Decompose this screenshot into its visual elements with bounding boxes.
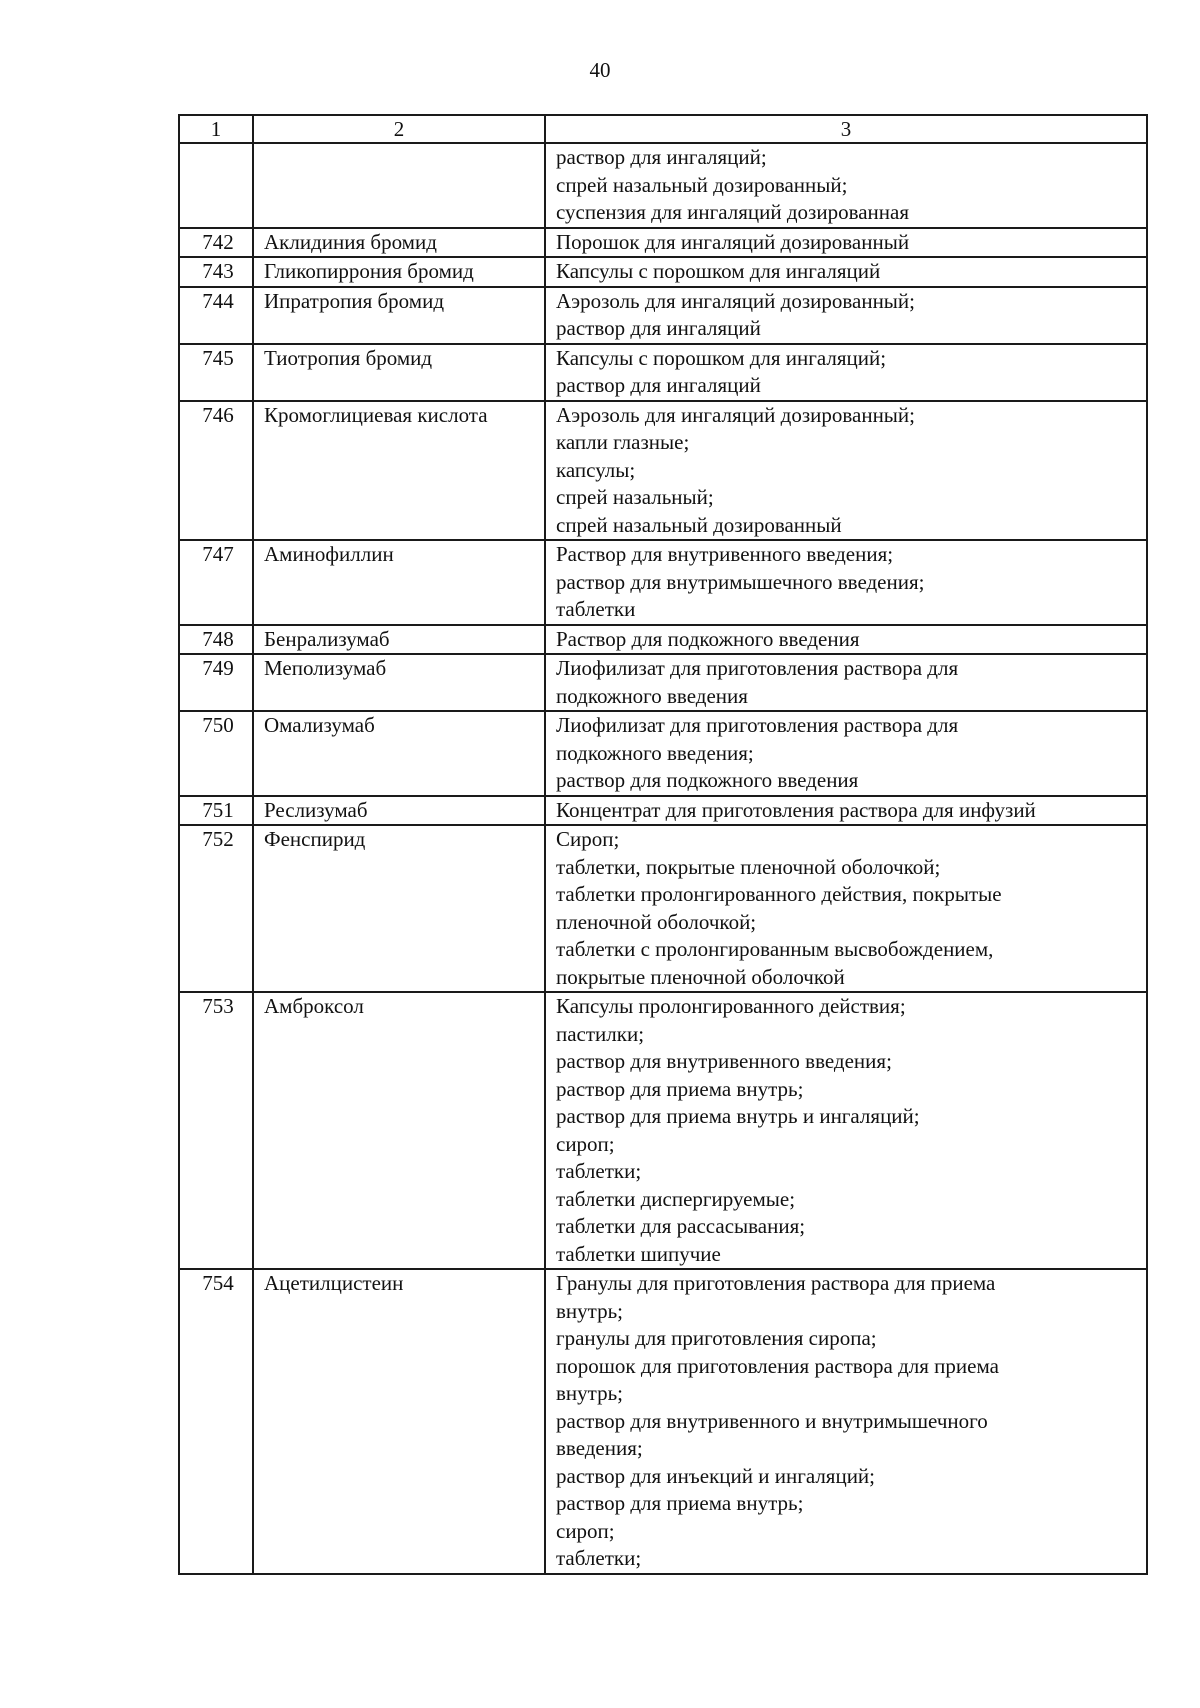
dosage-form-line: раствор для приема внутрь и ингаляций;: [556, 1104, 920, 1128]
dosage-form-line: спрей назальный дозированный;: [556, 172, 848, 197]
table-row: [179, 796, 1147, 826]
table-row: [179, 344, 1147, 401]
dosage-forms: [545, 796, 1147, 826]
drug-name: Гликопиррония бромид: [253, 257, 545, 287]
dosage-form-line: спрей назальный;: [556, 485, 714, 509]
row-number: [179, 143, 253, 228]
row-number: 743: [179, 257, 253, 287]
dosage-form-line: сироп;: [556, 1131, 615, 1156]
dosage-form-line: Раствор для подкожного введения: [556, 626, 860, 651]
dosage-form-line: внутрь;: [556, 1381, 623, 1405]
table-row: [179, 143, 1147, 228]
dosage-form-line: раствор для ингаляций: [556, 373, 761, 397]
dosage-form-line: порошок для приготовления раствора для приема: [556, 1353, 999, 1378]
dosage-form-line: таблетки: [556, 597, 636, 621]
dosage-form-line: Гранулы для приготовления раствора для приема: [556, 1271, 996, 1295]
dosage-form-line: раствор для внутривенного введения;: [556, 1049, 892, 1073]
dosage-forms: [545, 143, 1147, 228]
drug-name: Омализумаб: [253, 711, 545, 796]
dosage-form-line: Порошок для ингаляций дозированный: [556, 229, 910, 254]
row-number: 742: [179, 228, 253, 258]
row-number: 749: [179, 654, 253, 711]
drug-name: Аклидиния бромид: [253, 228, 545, 258]
dosage-form-line: Капсулы пролонгированного действия;: [556, 994, 906, 1018]
dosage-form-line: подкожного введения: [556, 683, 748, 708]
dosage-form-line: Аэрозоль для ингаляций дозированный;: [556, 402, 915, 427]
dosage-form-line: капсулы;: [556, 457, 636, 482]
dosage-form-line: Лиофилизат для приготовления раствора для: [556, 656, 959, 680]
table-row: [179, 654, 1147, 711]
table-row: [179, 625, 1147, 655]
column-header-name: 2: [253, 115, 545, 143]
row-number: 744: [179, 287, 253, 344]
dosage-form-line: таблетки;: [556, 1546, 642, 1570]
drug-name: Аминофиллин: [253, 540, 545, 625]
drug-name: Бенрализумаб: [253, 625, 545, 655]
column-header-forms: 3: [545, 115, 1147, 143]
drug-name: Амброксол: [253, 992, 545, 1269]
dosage-forms: [545, 625, 1147, 655]
dosage-form-line: подкожного введения;: [556, 740, 754, 765]
dosage-form-line: раствор для внутримышечного введения;: [556, 569, 925, 594]
dosage-form-line: раствор для ингаляций;: [556, 145, 767, 169]
dosage-form-line: Раствор для внутривенного введения;: [556, 542, 894, 566]
dosage-forms: [545, 1269, 1147, 1574]
row-number: 747: [179, 540, 253, 625]
dosage-forms: [545, 654, 1147, 711]
dosage-forms: [545, 287, 1147, 344]
dosage-form-line: суспензия для ингаляций дозированная: [556, 200, 910, 224]
drug-table: [178, 114, 1148, 1575]
drug-name: Тиотропия бромид: [253, 344, 545, 401]
table-row: [179, 1269, 1147, 1574]
table-header: [179, 115, 1147, 143]
dosage-form-line: таблетки с пролонгированным высвобождением,: [556, 937, 994, 961]
dosage-form-line: раствор для внутривенного и внутримышечного: [556, 1408, 988, 1433]
dosage-form-line: Капсулы с порошком для ингаляций;: [556, 345, 887, 370]
dosage-form-line: раствор для приема внутрь;: [556, 1491, 804, 1515]
row-number: 754: [179, 1269, 253, 1574]
table-row: [179, 825, 1147, 992]
dosage-forms: [545, 257, 1147, 287]
dosage-forms: [545, 711, 1147, 796]
dosage-form-line: покрытые пленочной оболочкой: [556, 964, 845, 989]
dosage-form-line: спрей назальный дозированный: [556, 512, 842, 537]
table-row: [179, 540, 1147, 625]
dosage-forms: [545, 992, 1147, 1269]
row-number: 751: [179, 796, 253, 826]
row-number: 752: [179, 825, 253, 992]
dosage-forms: [545, 344, 1147, 401]
dosage-form-line: Сироп;: [556, 827, 620, 851]
drug-name: Кромоглициевая кислота: [253, 401, 545, 541]
dosage-form-line: раствор для подкожного введения: [556, 768, 859, 792]
dosage-form-line: капли глазные;: [556, 430, 690, 454]
row-number: 753: [179, 992, 253, 1269]
dosage-forms: [545, 540, 1147, 625]
drug-name: Ацетилцистеин: [253, 1269, 545, 1574]
dosage-form-line: таблетки шипучие: [556, 1241, 721, 1266]
table-row: [179, 287, 1147, 344]
table-row: [179, 711, 1147, 796]
table-body: [179, 143, 1147, 1574]
table-row: [179, 257, 1147, 287]
dosage-form-line: введения;: [556, 1436, 643, 1460]
column-header-number: 1: [179, 115, 253, 143]
dosage-form-line: Капсулы с порошком для ингаляций: [556, 259, 881, 283]
table-row: [179, 401, 1147, 541]
dosage-form-line: таблетки пролонгированного действия, покрытые: [556, 882, 1002, 906]
dosage-form-line: раствор для ингаляций: [556, 316, 761, 340]
dosage-forms: [545, 228, 1147, 258]
row-number: 746: [179, 401, 253, 541]
dosage-forms: [545, 825, 1147, 992]
dosage-form-line: таблетки для рассасывания;: [556, 1214, 806, 1238]
drug-name: Ипратропия бромид: [253, 287, 545, 344]
dosage-form-line: Концентрат для приготовления раствора для инфузий: [556, 797, 1036, 822]
dosage-form-line: Лиофилизат для приготовления раствора для: [556, 713, 959, 737]
table-row: [179, 992, 1147, 1269]
dosage-form-line: таблетки, покрытые пленочной оболочкой;: [556, 854, 941, 879]
drug-name: [253, 143, 545, 228]
dosage-form-line: сироп;: [556, 1518, 615, 1543]
drug-name: Меполизумаб: [253, 654, 545, 711]
dosage-form-line: таблетки;: [556, 1159, 642, 1183]
row-number: 750: [179, 711, 253, 796]
header-row: [179, 115, 1147, 143]
dosage-form-line: пастилки;: [556, 1021, 645, 1046]
row-number: 748: [179, 625, 253, 655]
drug-name: Реслизумаб: [253, 796, 545, 826]
dosage-form-line: Аэрозоль для ингаляций дозированный;: [556, 288, 915, 313]
dosage-form-line: гранулы для приготовления сиропа;: [556, 1326, 877, 1350]
dosage-form-line: раствор для инъекций и ингаляций;: [556, 1463, 876, 1488]
dosage-form-line: пленочной оболочкой;: [556, 909, 757, 934]
page-number: 40: [589, 58, 611, 82]
dosage-form-line: внутрь;: [556, 1298, 623, 1323]
drug-name: Фенспирид: [253, 825, 545, 992]
dosage-form-line: раствор для приема внутрь;: [556, 1076, 804, 1101]
dosage-forms: [545, 401, 1147, 541]
dosage-form-line: таблетки диспергируемые;: [556, 1186, 796, 1211]
row-number: 745: [179, 344, 253, 401]
table-row: [179, 228, 1147, 258]
